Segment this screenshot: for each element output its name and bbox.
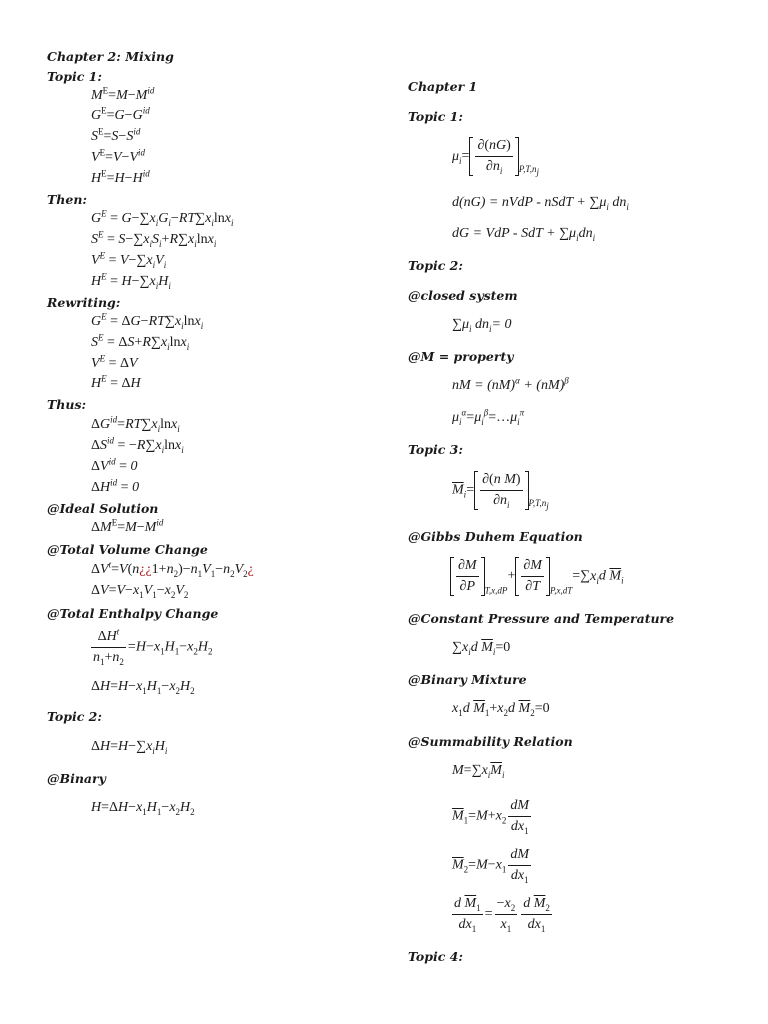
- binary-heading: @Binary: [47, 771, 106, 786]
- equation: $\Delta M^E=M-M^{id}$: [91, 517, 164, 535]
- topic-1-heading: Topic 1:: [47, 69, 102, 84]
- equation: nM = (nM)$^\alpha$ + (nM)$^\beta$: [452, 375, 569, 393]
- equation: $\frac{\partial M}{\partial P}$ $_{T,x,dP}$+ $\frac{\partial M}{\partial T}$ $_{P,x,dT}=\sum x_id$ $\overline{M}_i$: [450, 557, 624, 600]
- equation: $x_1d$ $\overline{M}_1+x_2d$ $\overline{M}_2=0$: [452, 701, 550, 718]
- topic-2-heading: Topic 2:: [47, 709, 102, 724]
- gibbs-duhem-heading: @Gibbs Duhem Equation: [408, 529, 583, 544]
- equation: $\overline{M}_i=$ $\frac{\text{∂(n M)}}{\partial n_i}$ $_{P,T,n_j}$: [452, 472, 549, 511]
- equation: $\sum\mu_i$ $dn_i= 0$: [452, 317, 512, 334]
- topic-1-heading: Topic 1:: [408, 109, 463, 124]
- ideal-solution-heading: @Ideal Solution: [47, 501, 159, 516]
- equation: $G^E = G-\sum x_iG_i-RT\sum x_i\ln x_i$: [91, 208, 234, 228]
- equation: $V^E = \Delta V$: [91, 353, 138, 371]
- equation: $\frac{d \overline{M}_1}{dx_1}$ = $\frac{-x_2}{x_1}$ $\frac{d \overline{M}_2}{dx_1}$: [454, 896, 550, 934]
- equation: $S^E = \Delta S+R\sum x_i\ln x_i$: [91, 332, 190, 352]
- equation: $S^E = S-\sum x_iS_i+R\sum x_i\ln x_i$: [91, 229, 217, 249]
- then-heading: Then:: [47, 192, 88, 207]
- binary-mixture-heading: @Binary Mixture: [408, 672, 527, 687]
- topic-2-heading: Topic 2:: [408, 258, 463, 273]
- equation: $\Delta G^{id}=RT\sum x_i\ln x_i$: [91, 414, 180, 434]
- chapter-2-heading: Chapter 2: Mixing: [47, 49, 174, 64]
- equation: $G^E = \Delta G-RT\sum x_i\ln x_i$: [91, 311, 204, 331]
- equation: $\Delta V=V-x_1V_1-x_2V_2$: [91, 583, 189, 600]
- equation: $\Delta S^{id} = -R\sum x_i\ln x_i$: [91, 435, 184, 455]
- equation: $\overline{M}_2=M-x_1$ $\frac{dM}{dx_1}$: [452, 847, 530, 885]
- constant-pressure-temperature-heading: @Constant Pressure and Temperature: [408, 611, 675, 626]
- chapter-1-heading: Chapter 1: [408, 79, 478, 94]
- rewriting-heading: Rewriting:: [47, 295, 121, 310]
- m-property-heading: @M = property: [408, 349, 514, 364]
- equation: $\Delta H=H-x_1H_1-x_2H_2$: [91, 679, 195, 696]
- topic-4-heading: Topic 4:: [408, 949, 463, 964]
- equation: $M^E=M-M^{id}$: [91, 85, 155, 103]
- equation: $G^E=G-G^{id}$: [91, 105, 150, 123]
- topic-3-heading: Topic 3:: [408, 442, 463, 457]
- equation: $M=\sum x_i\overline{M}_i$: [452, 763, 505, 780]
- equation: $H^E=H-H^{id}$: [91, 168, 150, 186]
- closed-system-heading: @closed system: [408, 288, 518, 303]
- equation: $H^E = \Delta H$: [91, 373, 141, 391]
- total-enthalpy-change-heading: @Total Enthalpy Change: [47, 606, 219, 621]
- equation: $\Delta V^{id} = 0$: [91, 456, 138, 474]
- equation: $H^E = H-\sum x_iH_i$: [91, 271, 171, 291]
- equation: $V^E=V-V^{id}$: [91, 147, 146, 165]
- total-volume-change-heading: @Total Volume Change: [47, 542, 208, 557]
- equation: dG = VdP - SdT + $\sum\mu_idn_i$: [452, 226, 596, 243]
- equation: $S^E=S-S^{id}$: [91, 126, 141, 144]
- equation: $\Delta H^{id} = 0$: [91, 477, 140, 495]
- equation: $\Delta H=H-\sum x_iH_i$: [91, 739, 168, 756]
- equation: $\mu_i^\alpha=\mu_i^\beta=\dots\mu_i^\pi$: [452, 407, 525, 427]
- equation: $\sum x_id$ $\overline{M}_i=0$: [452, 640, 511, 657]
- thus-heading: Thus:: [47, 397, 87, 412]
- equation: $\overline{M}_1=M+x_2$ $\frac{dM}{dx_1}$: [452, 798, 530, 836]
- equation: $V^E = V-\sum x_iV_i$: [91, 250, 167, 270]
- equation: $\mu_i=$ $\frac{\partial(nG)}{\partial n_i}$ $_{P,T,n_j}$: [452, 138, 540, 177]
- equation: $\frac{\Delta H^t}{n_1+n_2}$ $=H-x_1H_1-x_2H_2$: [93, 626, 213, 667]
- equation: $H=\Delta H-x_1H_1-x_2H_2$: [91, 800, 195, 817]
- summability-relation-heading: @Summability Relation: [408, 734, 573, 749]
- equation: d(nG) = nVdP - nSdT + $\sum\mu_i$ $dn_i$: [452, 195, 629, 212]
- equation: $\Delta V^t=V(n¿¿1+n_2)-n_1V_1-n_2V_2¿$: [91, 559, 254, 579]
